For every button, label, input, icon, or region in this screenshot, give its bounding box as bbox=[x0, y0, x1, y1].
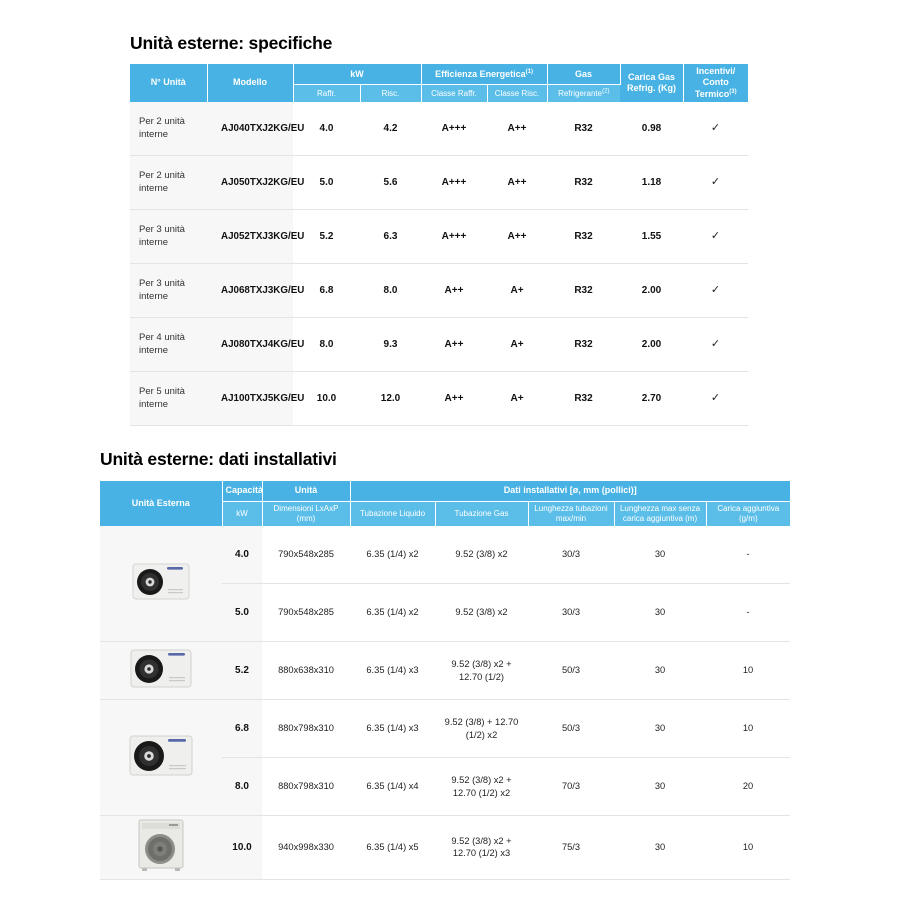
cell-kw-risc: 4.2 bbox=[360, 102, 421, 156]
cell-dimensioni: 940x998x330 bbox=[262, 816, 350, 880]
header-carica-gas: Carica Gas Refrig. (Kg) bbox=[620, 64, 683, 102]
table1-header-main bbox=[130, 64, 748, 85]
cell-refrigerante: R32 bbox=[547, 264, 620, 318]
cell-kw-raffr: 8.0 bbox=[293, 318, 360, 372]
subheader-raffr: Raffr. bbox=[293, 85, 360, 102]
cell-carica-gas: 0.98 bbox=[620, 102, 683, 156]
cell-kw-raffr: 5.2 bbox=[293, 210, 360, 264]
cell-classe-risc: A++ bbox=[487, 102, 547, 156]
cell-n-unita: Per 3 unità interne bbox=[130, 210, 207, 264]
cell-capacita: 6.8 bbox=[222, 700, 262, 758]
cell-incentivi-check: ✓ bbox=[683, 210, 748, 264]
table-row bbox=[100, 700, 790, 758]
cell-dimensioni: 880x798x310 bbox=[262, 700, 350, 758]
cell-carica-aggiuntiva: - bbox=[706, 584, 790, 642]
outdoor-unit-photo-large bbox=[100, 816, 222, 880]
cell-incentivi-check: ✓ bbox=[683, 264, 748, 318]
subheader-lunghezza-max: Lunghezza max senza carica aggiuntiva (m) bbox=[614, 501, 706, 526]
subheader-risc: Risc. bbox=[360, 85, 421, 102]
cell-dimensioni: 880x798x310 bbox=[262, 758, 350, 816]
cell-capacita: 4.0 bbox=[222, 526, 262, 584]
cell-capacita: 10.0 bbox=[222, 816, 262, 880]
cell-kw-raffr: 6.8 bbox=[293, 264, 360, 318]
cell-lunghezza-tubazioni: 50/3 bbox=[528, 642, 614, 700]
cell-classe-risc: A+ bbox=[487, 264, 547, 318]
table2-header-main bbox=[100, 481, 790, 501]
header-capacita: Capacità bbox=[222, 481, 262, 501]
page-title-dati-installativi: Unità esterne: dati installativi bbox=[100, 449, 337, 469]
cell-carica-aggiuntiva: 10 bbox=[706, 642, 790, 700]
header-incentivi-line2: Conto Termico bbox=[694, 77, 730, 99]
subheader-lunghezza-tubazioni: Lunghezza tubazioni max/min bbox=[528, 501, 614, 526]
installation-data-table bbox=[100, 481, 790, 880]
cell-n-unita: Per 5 unità interne bbox=[130, 372, 207, 426]
cell-lunghezza-max: 30 bbox=[614, 816, 706, 880]
table-row bbox=[130, 102, 748, 156]
cell-capacita: 5.2 bbox=[222, 642, 262, 700]
cell-capacita: 5.0 bbox=[222, 584, 262, 642]
cell-tubazione-gas: 9.52 (3/8) x2 bbox=[435, 584, 528, 642]
cell-tubazione-liquido: 6.35 (1/4) x2 bbox=[350, 526, 435, 584]
table-row bbox=[100, 526, 790, 584]
table-row bbox=[130, 210, 748, 264]
cell-tubazione-gas: 9.52 (3/8) x2 + 12.70 (1/2) bbox=[435, 642, 528, 700]
outdoor-unit-image bbox=[136, 818, 186, 877]
cell-classe-raffr: A+++ bbox=[421, 102, 487, 156]
cell-dimensioni: 790x548x285 bbox=[262, 526, 350, 584]
cell-carica-gas: 2.70 bbox=[620, 372, 683, 426]
cell-carica-aggiuntiva: 20 bbox=[706, 758, 790, 816]
table-row bbox=[130, 264, 748, 318]
cell-tubazione-gas: 9.52 (3/8) + 12.70 (1/2) x2 bbox=[435, 700, 528, 758]
header-unita: Unità bbox=[262, 481, 350, 501]
cell-lunghezza-tubazioni: 70/3 bbox=[528, 758, 614, 816]
cell-incentivi-check: ✓ bbox=[683, 318, 748, 372]
cell-refrigerante: R32 bbox=[547, 102, 620, 156]
table-row bbox=[130, 156, 748, 210]
cell-n-unita: Per 2 unità interne bbox=[130, 102, 207, 156]
cell-classe-raffr: A++ bbox=[421, 372, 487, 426]
header-group-kw: kW bbox=[293, 64, 421, 85]
page-title-specifiche: Unità esterne: specifiche bbox=[130, 33, 333, 53]
cell-kw-risc: 12.0 bbox=[360, 372, 421, 426]
cell-lunghezza-max: 30 bbox=[614, 526, 706, 584]
cell-lunghezza-max: 30 bbox=[614, 700, 706, 758]
cell-refrigerante: R32 bbox=[547, 156, 620, 210]
cell-modello: AJ040TXJ2KG/EU bbox=[207, 102, 293, 156]
cell-tubazione-gas: 9.52 (3/8) x2 + 12.70 (1/2) x2 bbox=[435, 758, 528, 816]
cell-classe-raffr: A++ bbox=[421, 318, 487, 372]
table-row bbox=[130, 318, 748, 372]
cell-lunghezza-tubazioni: 50/3 bbox=[528, 700, 614, 758]
table-row bbox=[130, 372, 748, 426]
cell-kw-raffr: 10.0 bbox=[293, 372, 360, 426]
footnote-marker: (2) bbox=[602, 87, 610, 94]
header-n-unita: N° Unità bbox=[130, 64, 207, 102]
footnote-marker: (1) bbox=[525, 68, 533, 75]
header-group-gas: Gas bbox=[547, 64, 620, 85]
subheader-tubazione-gas: Tubazione Gas bbox=[435, 501, 528, 526]
cell-carica-gas: 2.00 bbox=[620, 264, 683, 318]
cell-kw-risc: 8.0 bbox=[360, 264, 421, 318]
outdoor-unit-image bbox=[129, 732, 193, 783]
cell-carica-gas: 1.55 bbox=[620, 210, 683, 264]
cell-kw-risc: 6.3 bbox=[360, 210, 421, 264]
cell-tubazione-liquido: 6.35 (1/4) x3 bbox=[350, 700, 435, 758]
cell-modello: AJ068TXJ3KG/EU bbox=[207, 264, 293, 318]
subheader-tubazione-liquido: Tubazione Liquido bbox=[350, 501, 435, 526]
table-row bbox=[100, 816, 790, 880]
cell-refrigerante: R32 bbox=[547, 372, 620, 426]
cell-dimensioni: 880x638x310 bbox=[262, 642, 350, 700]
subheader-classe-raffr: Classe Raffr. bbox=[421, 85, 487, 102]
cell-tubazione-liquido: 6.35 (1/4) x4 bbox=[350, 758, 435, 816]
cell-refrigerante: R32 bbox=[547, 318, 620, 372]
cell-lunghezza-max: 30 bbox=[614, 584, 706, 642]
cell-modello: AJ052TXJ3KG/EU bbox=[207, 210, 293, 264]
subheader-carica-aggiuntiva: Carica aggiuntiva (g/m) bbox=[706, 501, 790, 526]
outdoor-unit-photo-small bbox=[100, 526, 222, 642]
cell-tubazione-liquido: 6.35 (1/4) x5 bbox=[350, 816, 435, 880]
cell-kw-raffr: 5.0 bbox=[293, 156, 360, 210]
cell-classe-raffr: A+++ bbox=[421, 210, 487, 264]
table-row bbox=[100, 642, 790, 700]
outdoor-unit-image bbox=[130, 646, 192, 695]
header-unita-esterna: Unità Esterna bbox=[100, 481, 222, 526]
cell-modello: AJ050TXJ2KG/EU bbox=[207, 156, 293, 210]
footnote-marker: (3) bbox=[729, 88, 737, 95]
cell-tubazione-liquido: 6.35 (1/4) x2 bbox=[350, 584, 435, 642]
subheader-refrigerante-label: Refrigerante bbox=[558, 88, 603, 98]
subheader-refrigerante bbox=[547, 85, 620, 102]
cell-capacita: 8.0 bbox=[222, 758, 262, 816]
cell-n-unita: Per 4 unità interne bbox=[130, 318, 207, 372]
outdoor-unit-photo-medium bbox=[100, 700, 222, 816]
header-group-efficienza bbox=[421, 64, 547, 85]
header-modello: Modello bbox=[207, 64, 293, 102]
cell-carica-aggiuntiva: - bbox=[706, 526, 790, 584]
cell-carica-aggiuntiva: 10 bbox=[706, 816, 790, 880]
outdoor-unit-photo-medium bbox=[100, 642, 222, 700]
cell-tubazione-gas: 9.52 (3/8) x2 + 12.70 (1/2) x3 bbox=[435, 816, 528, 880]
cell-kw-risc: 5.6 bbox=[360, 156, 421, 210]
cell-lunghezza-tubazioni: 75/3 bbox=[528, 816, 614, 880]
cell-classe-risc: A++ bbox=[487, 210, 547, 264]
cell-carica-gas: 2.00 bbox=[620, 318, 683, 372]
cell-incentivi-check: ✓ bbox=[683, 372, 748, 426]
specifications-table bbox=[130, 64, 748, 426]
cell-lunghezza-max: 30 bbox=[614, 758, 706, 816]
cell-lunghezza-max: 30 bbox=[614, 642, 706, 700]
header-incentivi bbox=[683, 64, 748, 102]
subheader-classe-risc: Classe Risc. bbox=[487, 85, 547, 102]
cell-modello: AJ080TXJ4KG/EU bbox=[207, 318, 293, 372]
cell-classe-risc: A++ bbox=[487, 156, 547, 210]
cell-n-unita: Per 3 unità interne bbox=[130, 264, 207, 318]
header-group-dati-installativi: Dati installativi [ø, mm (pollici)] bbox=[350, 481, 790, 501]
header-incentivi-line1: Incentivi/ bbox=[696, 66, 736, 76]
outdoor-unit-image bbox=[132, 560, 190, 607]
cell-incentivi-check: ✓ bbox=[683, 102, 748, 156]
cell-modello: AJ100TXJ5KG/EU bbox=[207, 372, 293, 426]
subheader-kw: kW bbox=[222, 501, 262, 526]
cell-lunghezza-tubazioni: 30/3 bbox=[528, 584, 614, 642]
cell-refrigerante: R32 bbox=[547, 210, 620, 264]
cell-lunghezza-tubazioni: 30/3 bbox=[528, 526, 614, 584]
cell-classe-raffr: A+++ bbox=[421, 156, 487, 210]
cell-dimensioni: 790x548x285 bbox=[262, 584, 350, 642]
header-group-efficienza-label: Efficienza Energetica bbox=[435, 68, 526, 79]
cell-kw-raffr: 4.0 bbox=[293, 102, 360, 156]
cell-tubazione-gas: 9.52 (3/8) x2 bbox=[435, 526, 528, 584]
subheader-dimensioni: Dimensioni LxAxP (mm) bbox=[262, 501, 350, 526]
cell-incentivi-check: ✓ bbox=[683, 156, 748, 210]
cell-tubazione-liquido: 6.35 (1/4) x3 bbox=[350, 642, 435, 700]
cell-classe-raffr: A++ bbox=[421, 264, 487, 318]
cell-carica-aggiuntiva: 10 bbox=[706, 700, 790, 758]
cell-carica-gas: 1.18 bbox=[620, 156, 683, 210]
cell-classe-risc: A+ bbox=[487, 318, 547, 372]
cell-kw-risc: 9.3 bbox=[360, 318, 421, 372]
cell-classe-risc: A+ bbox=[487, 372, 547, 426]
cell-n-unita: Per 2 unità interne bbox=[130, 156, 207, 210]
